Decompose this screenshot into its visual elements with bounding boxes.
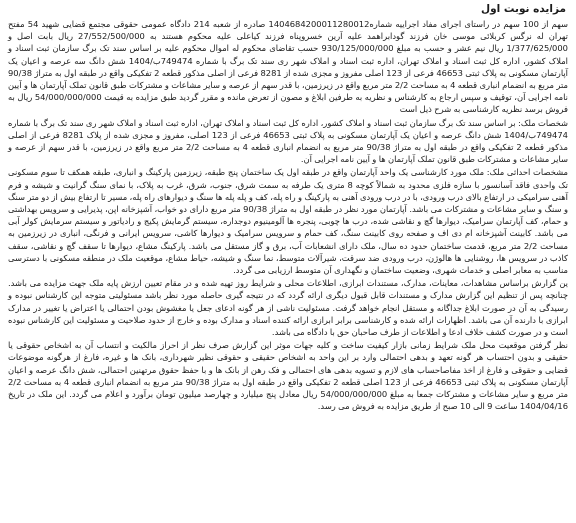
paragraph-report-disclaimer: ین گزارش براساس مشاهدات، معاینات، مدارک، مستندات ابرازی، اطلاعات محلی و شرایط روز تهیه شده و در مقام تعیین ارزش پایه ملک جهت مزایده می باشد. چنانچه پس از تنظیم این گزارش مدارک و مستندات قابل قبول دیگری ارائه گردد که در نتیجه گیری حاصله مورد نظر باشد مسئولیتی متوجه این کارشناس نبوده و رسیدگی به آن در صورت ابلاغ جداگانه و مستقل انجام خواهد گرفت. مسئولیت ناشی از هر گونه ادعای جعل یا مغشوش بودن احتمالی یا اعتراض یا تغییر در مدارک ابرازی با دارنده آن می باشد. اظهارات ارائه شده و کارشناسی برابر ابرازی ارائه کننده اسناد و مدارک بوده و خارج از حدود صلاحیت و مسئولیت این کارشناس نبوده است و در صورت کشف خلاف ادعا و اطلاعات از طرف صاحبان حق با دادگاه می باشد. [8, 278, 568, 338]
paragraph-building-description: مشخصات احداثی ملک: ملک مورد کارشناسی یک واحد آپارتمان واقع در طبقه اول یک ساختمان پنج طبقه، زیرزمین پارکینگ و انباری، طبقه همکف تا سوم مسکونی تک واحدی فاقد آسانسور با سازه فلزی محدود به شمالاً کوچه 8 متری یک طرفه به سمت شرق، جنوب، شرق، غرب به پلاک، با نمای سنگ گرانیت و شیشه و فرم آهنی سرامیکی در ارتفاع بالای درب ورودی، با در درب ورودی آهنی به پارکینگ و راه پله، کف و پله پله ها سنگ و دیوارهای راه پله، مسیر تا ارتفاع بیش از دو متر سنگ و سنگ و سایر مشاعات و مشترکات می باشد. آپارتمان مورد نظر در طبقه اول به متراژ 90/38 متر مربع دارای دو خواب، آشپزخانه اپن، پذیرایی و سرویس بهداشتی و حمام، کف آپارتمان سرامیک، دیوارها گچ و نقاشی شده، درب ها چوبی، پنجره ها آلومینیوم دوجداره، سیستم گرمایش پکیج و رادیاتور و سیستم سرمایش کولر آبی می باشد. کابینت آشپزخانه ام دی اف و صفحه روی کابینت سنگ، کف حمام و سرویس سرامیک و دیوارها کاشی، سرویس ایرانی و فرنگی، انباری در زیرزمین به مساحت 2/2 متر مربع، قدمت ساختمان حدود ده سال، ملک دارای انشعابات آب، برق و گاز مستقل می باشد. پارکینگ مشاع، دیوارها تا سقف گچ و نقاشی، سقف کاذب در سرویس ها، روشنایی ها هالوژن، درب ورودی ضد سرقت، شیرآلات متوسط، نما سنگ و شیشه، حیاط مشاع، موقعیت ملک در منطقه مسکونی با دسترسی مناسب به معابر اصلی و خدمات شهری، وضعیت ساختمان و نگهداری آن متوسط ارزیابی می گردد. [8, 167, 568, 276]
paragraph-execution-order: سهم از 100 سهم در راستای اجرای مفاد اجراییه شماره1404684200011280012 صادره از شعبه 214 دادگاه عمومی حقوقی مجتمع قضایی شهید 54 مفتح تهران له نرگس کربلائی موسی خان فرزند گودابراهمد علیه آرین خسروپناه فرزند کیاعلی علیه محکوم هستند به 27/552/500/000 ریال بابت اصل و 1/377/625/000 ریال نیم عشر و حسب به مبلغ 930/125/000/000 حسب تقاضای محکوم له اموال محکوم علیه بر اساس سند تک برگ سازمان ثبت اسناد و املاک کشور، اداره کل ثبت اسناد و املاک تهران، اداره ثبت اسناد و املاک شهر ری سند تک برگ با شماره 749474ب/1404 شش دانگ سه عرصه و اعیان یک آپارتمان مسکونی به پلاک ثبتی 46653 فرعی از 123 اصلی مفروز و مجزی شده از 8281 فرعی از اصلی مذکور قطعه 2 تفکیکی واقع در طبقه اول به متراژ 90/38 متر مربع به انضمام انباری قطعه 4 به مساحت 2/2 متر مربع واقع در زیرزمین، با قدر سهم از عرصه و سایر مشاعات و مشترکات طبق قانون تملک آپارتمان ها و آیین نامه اجرایی آن، توقیف و سپس ارجاع به کارشناس و نظریه به طرفین ابلاغ و مصون از تعرض مانده و مقرر گردید طبق مزایده به قیمت 54/000/000/000 ریال به فروش برسد نظریه کارشناسی به شرح ذیل است [8, 19, 569, 115]
paragraph-valuation-conclusion: نظر گرفتن موقعیت محل ملک شرایط زمانی بازار کیفیت ساخت و کلیه جهات موثر این گزارش صرف نظر از احراز مالکیت و انتساب آن به اشخاص حقوقی یا حقیقی و بدون احتساب هر گونه تعهد و بدهی احتمالی وارد بر این واحد به اشخاص حقیقی و حقوقی نظیر شهرداری، بانک ها و غیره، فارغ از هرگونه موضوعات قضایی و حقوقی و فارغ از اخذ مفاصاحساب های لازم و تسویه بدهی های احتمالی و فک رهن از بانک ها و با حفظ حقوق مرتهنین احتمالی، شش دانگ عرصه و اعیان آپارتمان مسکونی به پلاک ثبتی 46653 فرعی از 123 اصلی قطعه 2 تفکیکی واقع در طبقه اول به متراژ 90/38 متر مربع به انضمام انباری قطعه 4 به مساحت 2/2 متر مربع و سایر مشاعات و مشترکات جمعا به مبلغ 54/000/000/000 ریال معادل پنج میلیارد و چهارصد میلیون تومان برآورد و اعلام می گردد. این ملک در تاریخ 1404/04/16 ساعت 9 الی 10 صبح از طریق مزایده به فروش می رسد. [8, 340, 568, 412]
paragraph-property-specs: شخصات ملک: بر اساس سند تک برگ سازمان ثبت اسناد و املاک کشور، اداره کل ثبت اسناد و املاک تهران، اداره ثبت اسناد و املاک شهر ری سند تک برگ با شماره 749474ب/1404 شش دانگ عرصه و اعیان یک آپارتمان مسکونی به پلاک ثبتی 46653 فرعی از 123 اصلی، مفروز و مجزی شده از پلاک 8281 فرعی از اصلی مذکور قطعه 2 تفکیکی واقع در طبقه اول به متراژ 90/38 متر مربع به انضمام انباری قطعه 4 به مساحت 2/2 متر مربع واقع در زیرزمین، با قدر سهم از عرصه و سایر مشاعات و مشترکات طبق قانون تملک آپارتمان ها و آیین نامه اجرایی آن. [8, 117, 568, 165]
document-title: مزایده نوبت اول [481, 3, 566, 15]
